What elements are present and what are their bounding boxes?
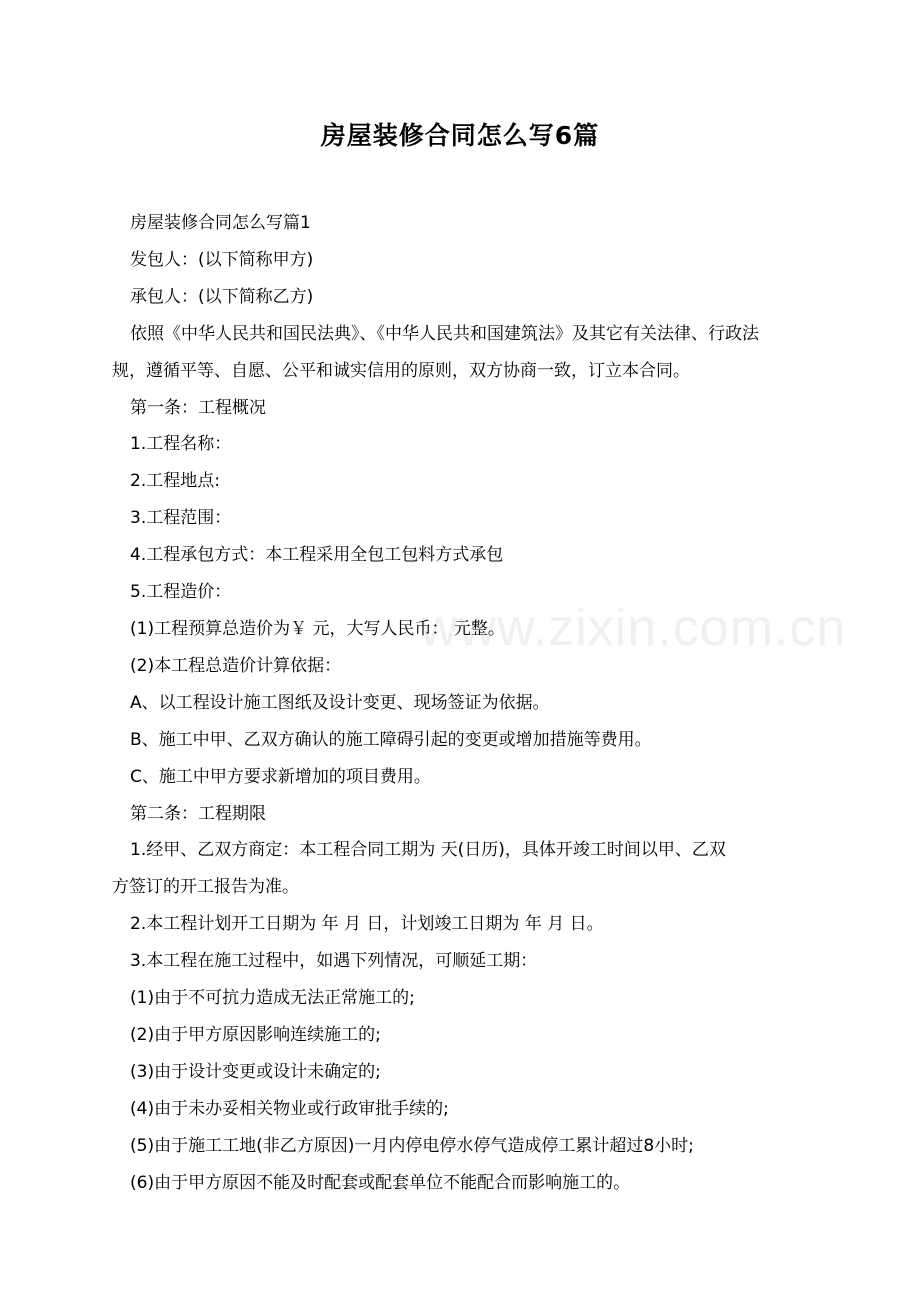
paragraph: (5)由于施工工地(非乙方原因)一月内停电停水停气造成停工累计超过8小时; (130, 1135, 694, 1156)
paragraph: 第二条：工程期限 (130, 803, 266, 824)
document-title: 房屋装修合同怎么写6篇 (320, 121, 600, 150)
paragraph: (2)由于甲方原因影响连续施工的; (130, 1024, 381, 1045)
watermark: www.zixin.com.cn (420, 599, 847, 657)
paragraph: (1)工程预算总造价为￥ 元，大写人民币： 元整。 (130, 618, 505, 639)
paragraph: 规，遵循平等、自愿、公平和诚实信用的原则，双方协商一致，订立本合同。 (112, 360, 690, 381)
paragraph: 承包人：(以下简称乙方) (130, 286, 314, 307)
paragraph: (4)由于未办妥相关物业或行政审批手续的; (130, 1098, 449, 1119)
paragraph: 依照《中华人民共和国民法典》、《中华人民共和国建筑法》及其它有关法律、行政法 (130, 323, 759, 344)
paragraph: 3.工程范围： (130, 508, 232, 529)
paragraph: C、施工中甲方要求新增加的项目费用。 (130, 766, 431, 787)
paragraph: 5.工程造价： (130, 582, 232, 603)
paragraph: 2.本工程计划开工日期为 年 月 日，计划竣工日期为 年 月 日。 (130, 914, 604, 935)
paragraph: 2.工程地点: (130, 471, 220, 492)
paragraph: 方签订的开工报告为准。 (112, 877, 299, 898)
paragraph: 4.工程承包方式：本工程采用全包工包料方式承包 (130, 545, 504, 566)
paragraph: A、以工程设计施工图纸及设计变更、现场签证为依据。 (130, 692, 550, 713)
paragraph: 3.本工程在施工过程中，如遇下列情况，可顺延工期： (130, 951, 538, 972)
paragraph: (3)由于设计变更或设计未确定的; (130, 1061, 381, 1082)
paragraph: (6)由于甲方原因不能及时配套或配套单位不能配合而影响施工的。 (130, 1172, 631, 1193)
document-body (112, 205, 812, 1201)
paragraph: 1.经甲、乙双方商定：本工程合同工期为 天(日历)，具体开竣工时间以甲、乙双 (130, 840, 726, 861)
paragraph: 房屋装修合同怎么写篇1 (130, 213, 311, 233)
paragraph: B、施工中甲、乙双方确认的施工障碍引起的变更或增加措施等费用。 (130, 729, 652, 750)
paragraph: (2)本工程总造价计算依据： (130, 655, 342, 676)
paragraph: 发包人：(以下简称甲方) (130, 249, 314, 270)
paragraph: (1)由于不可抗力造成无法正常施工的; (130, 988, 415, 1009)
paragraph: 第一条：工程概况 (130, 397, 266, 418)
paragraph: 1.工程名称： (130, 434, 232, 455)
